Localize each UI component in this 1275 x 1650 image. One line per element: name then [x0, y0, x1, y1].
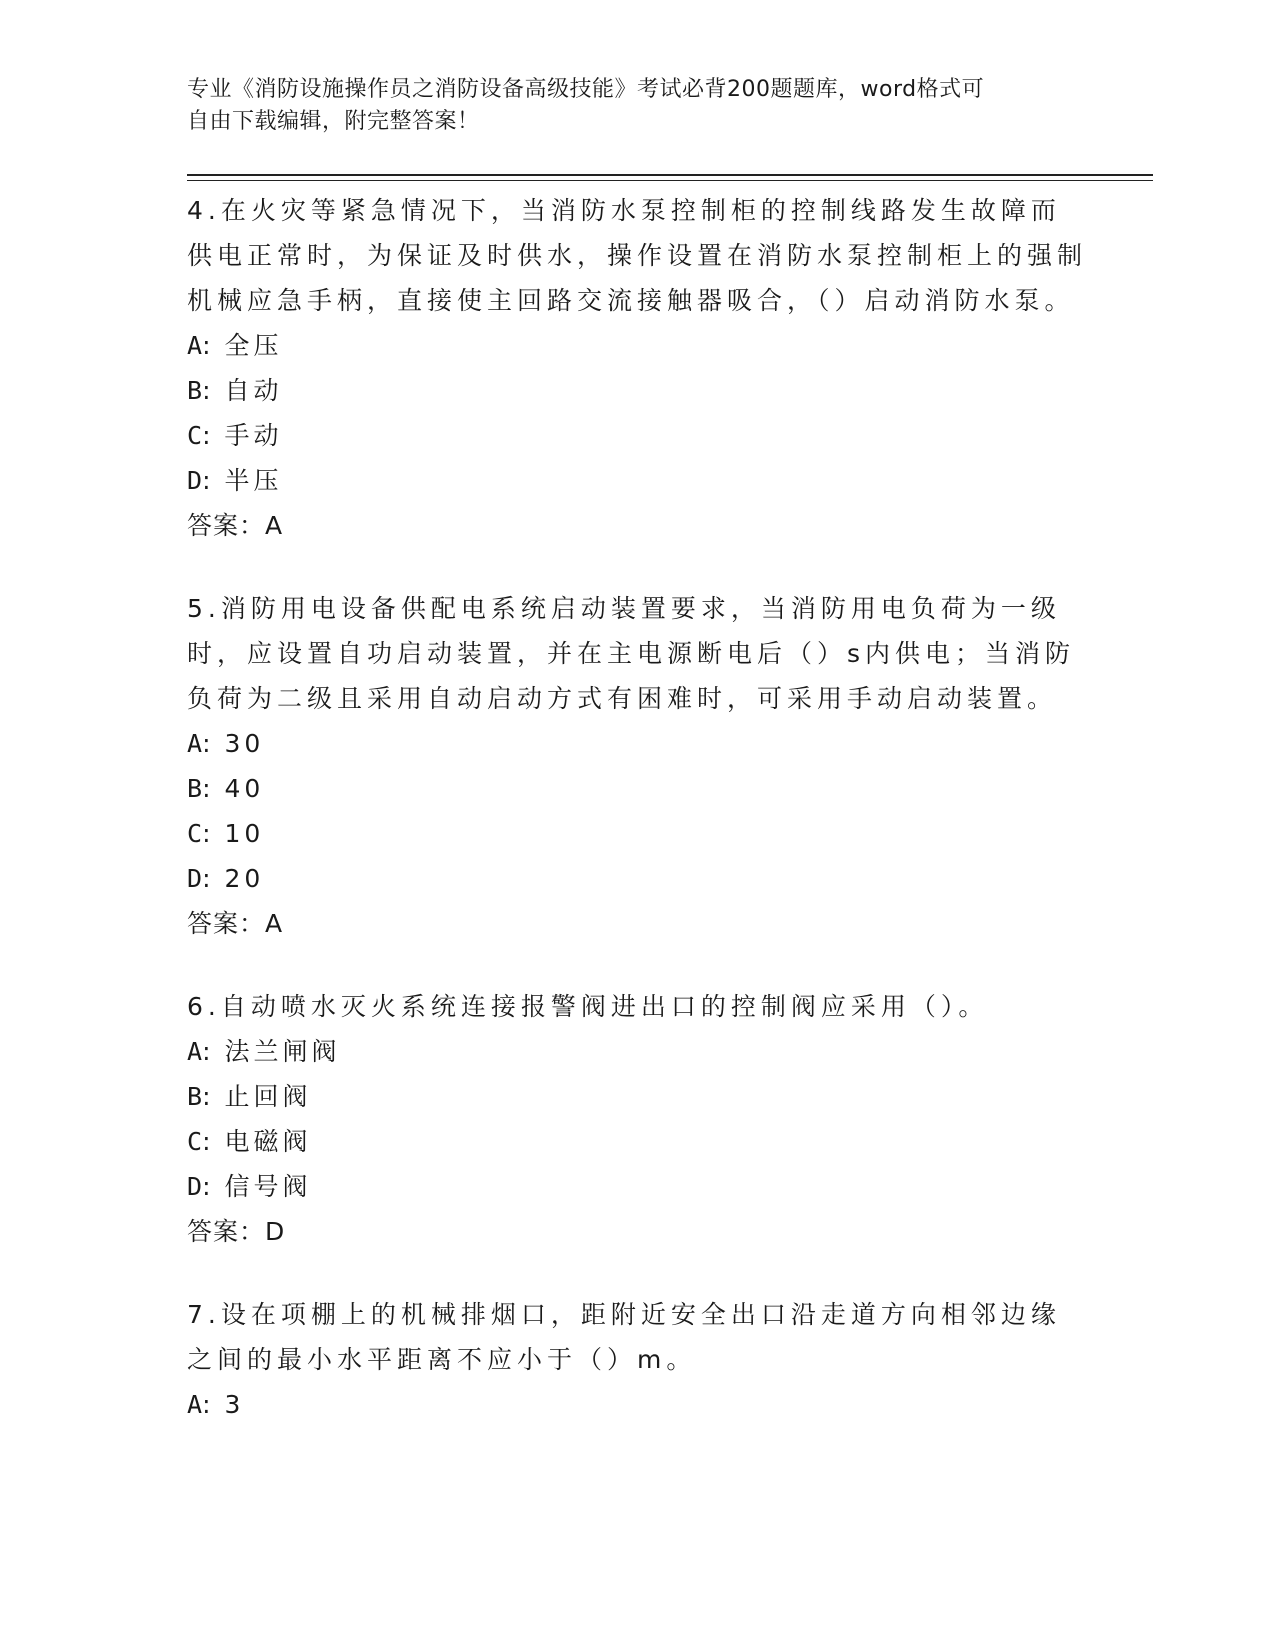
answer-value: A	[265, 909, 284, 938]
option-letter: C	[187, 819, 203, 848]
answer	[187, 901, 1087, 946]
header-line-2: 自由下载编辑，附完整答案！	[187, 109, 480, 134]
header-rule-thick	[187, 174, 1153, 176]
option-d: D: 20	[187, 864, 265, 893]
option-letter: D	[187, 1172, 203, 1201]
option-a: A: 3	[187, 1390, 245, 1419]
option-letter: A	[187, 1390, 203, 1419]
header-rule-thin	[187, 180, 1153, 181]
option-text: 自动	[224, 376, 283, 405]
option-letter: B	[187, 774, 203, 803]
option-letter: C	[187, 1127, 203, 1156]
option-text: 30	[224, 729, 265, 758]
question-7	[187, 1292, 1087, 1427]
option-text: 半压	[224, 466, 283, 495]
header-line-1: 专业《消防设施操作员之消防设备高级技能》考试必背200题题库，word格式可	[187, 77, 985, 102]
question-text: 7.设在项棚上的机械排烟口，距附近安全出口沿走道方向相邻边缘之间的最小水平距离不应小于（）m。	[187, 1300, 1061, 1374]
question-6	[187, 984, 1087, 1254]
option-a: A: 全压	[187, 331, 283, 360]
answer-value: D	[265, 1217, 286, 1246]
answer-label: 答案：	[187, 1217, 266, 1246]
option-a: A: 法兰闸阀	[187, 1037, 341, 1066]
option-letter: D	[187, 466, 203, 495]
question-list	[187, 188, 1087, 1465]
answer-label: 答案：	[187, 909, 266, 938]
option-text: 信号阀	[224, 1172, 312, 1201]
option-b: B: 自动	[187, 376, 283, 405]
option-letter: B	[187, 1082, 203, 1111]
question-text: 4.在火灾等紧急情况下，当消防水泵控制柜的控制线路发生故障而供电正常时，为保证及时供水，操作设置在消防水泵控制柜上的强制机械应急手柄，直接使主回路交流接触器吸合，（）启动消防水泵。	[187, 196, 1088, 315]
document-header	[187, 74, 1067, 138]
option-d: D: 半压	[187, 466, 283, 495]
option-text: 10	[224, 819, 265, 848]
option-b: B: 止回阀	[187, 1082, 312, 1111]
option-c: C: 10	[187, 819, 265, 848]
answer-label: 答案：	[187, 511, 266, 540]
option-text: 电磁阀	[224, 1127, 312, 1156]
option-text: 手动	[224, 421, 283, 450]
option-letter: A	[187, 1037, 203, 1066]
option-letter: A	[187, 331, 203, 360]
option-letter: A	[187, 729, 203, 758]
question-4	[187, 188, 1087, 548]
option-text: 3	[224, 1390, 245, 1419]
question-5	[187, 586, 1087, 946]
option-text: 止回阀	[224, 1082, 312, 1111]
option-b: B: 40	[187, 774, 265, 803]
answer	[187, 503, 1087, 548]
option-text: 20	[224, 864, 265, 893]
answer	[187, 1209, 1087, 1254]
option-letter: C	[187, 421, 203, 450]
question-text: 5.消防用电设备供配电系统启动装置要求，当消防用电负荷为一级时，应设置自功启动装置，并在主电源断电后（）s内供电；当消防负荷为二级且采用自动启动方式有困难时，可采用手动启动装置。	[187, 594, 1076, 713]
option-letter: B	[187, 376, 203, 405]
option-c: C: 手动	[187, 421, 283, 450]
option-d: D: 信号阀	[187, 1172, 312, 1201]
question-text: 6.自动喷水灭火系统连接报警阀进出口的控制阀应采用（）。	[187, 992, 989, 1021]
option-text: 40	[224, 774, 265, 803]
option-text: 法兰闸阀	[224, 1037, 341, 1066]
option-letter: D	[187, 864, 203, 893]
answer-value: A	[265, 511, 284, 540]
option-text: 全压	[224, 331, 283, 360]
option-a: A: 30	[187, 729, 265, 758]
option-c: C: 电磁阀	[187, 1127, 312, 1156]
